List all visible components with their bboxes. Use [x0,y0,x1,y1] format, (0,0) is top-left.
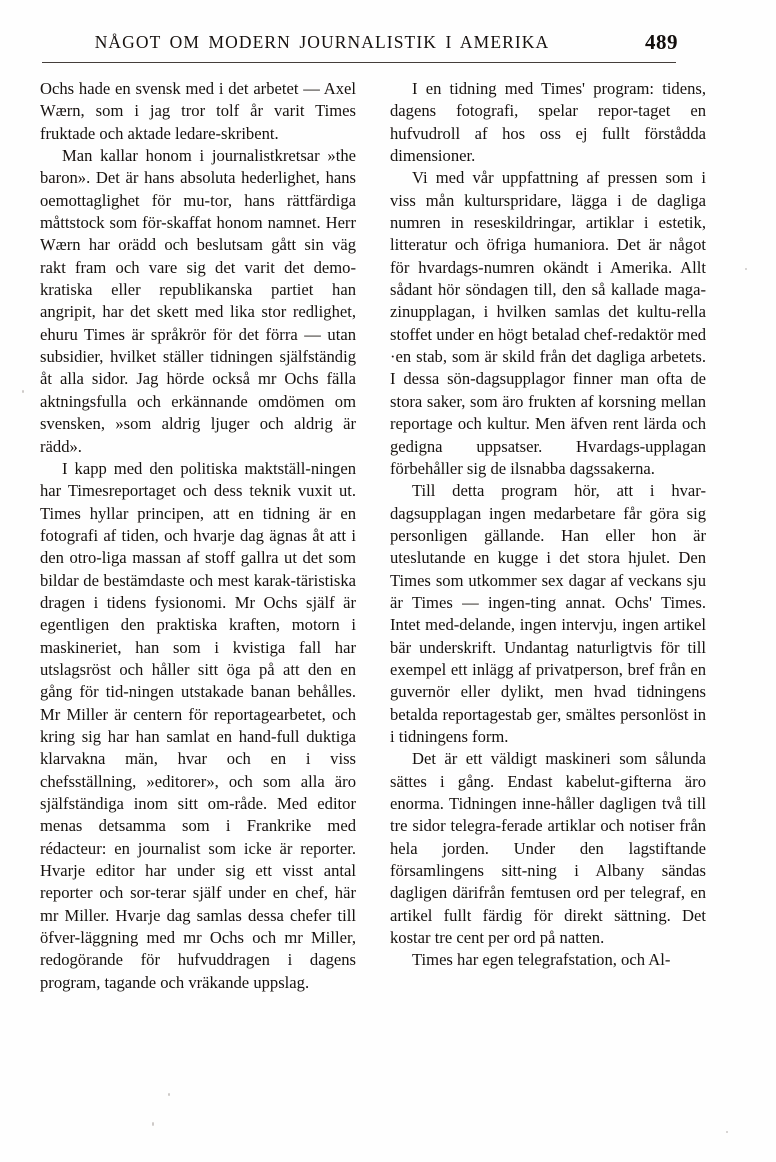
paragraph: Det är ett väldigt maskineri som sålunda sättes i gång. Endast kabelut-gifterna äro enorma. Tidningen inne-håller dagligen två till tre sidor telegra-ferade artiklar och notiser från hela jorden. Under den lagstiftande församlingens sitt-ning i Albany sändas dagligen därifrån femtusen ord per telegraf, en artikel fullt färdig för direkt sättning. Det kostar tre cent per ord på natten. [390,749,706,948]
scan-speck [168,1093,170,1096]
column-right [390,78,706,994]
body-columns [40,78,736,994]
scan-speck [22,390,24,393]
paragraph: Vi med vår uppfattning af pressen som i viss mån kulturspridare, lägga i de dagliga numren in reseskildringar, artiklar i estetik, litteratur och öfriga humaniora. Det är något för hvardags-numren okändt i Amerika. Allt sådant hör söndagen till, den så kallade maga-zinupplagan, i hvilken samlas det kultu-rella stoffet under en högt betalad chef-redaktör med ·en stab, som är skild från det dagliga arbetets. I dessa sön-dagsupplagor finner man ofta de stora saker, som äro frukten af korsning mellan reportage och kultur. Men äfven rent lärda och gedigna uppsatser. Hvardags-upplagan förbehåller sig de ilsnabba dagssakerna. [390,168,706,478]
running-head [42,32,678,60]
running-head-title: NÅGOT OM MODERN JOURNALISTIK I AMERIKA [94,32,550,52]
paragraph: Man kallar honom i journalistkretsar »the baron». Det är hans absoluta hederlighet, hans oemottaglighet för mu-tor, hans rättfärdiga måttstock som för-skaffat honom namnet. Herr Wærn har orädd och beslutsam gått sin väg rakt fram och vare sig det varit det demo-kratiska eller republikanska partiet han angripit, har det skett med lika stor redlighet, ehuru Times är språkrör för det förra — utan subsidier, hvilket ställer tidningen själfständig åt alla sidor. Jag hörde också mr Ochs fälla aktningsfulla och erkännande omdömen om svensken, »som aldrig ljuger och aldrig är rädd». [40,146,356,456]
page-number: 489 [645,30,678,54]
scan-speck [726,1131,728,1133]
paragraph: Till detta program hör, att i hvar-dagsupplagan ingen medarbetare får göra sig personligen gällande. Han eller hon är uteslutande en kugge i det stora hjulet. Den Times som utkommer sex dagar af veckans sju är Times — ingen-ting annat. Ochs' Times. Intet med-delande, ingen intervju, ingen artikel bär underskrift. Undantag naturligtvis för till exempel ett inlägg af privatperson, bref från en guvernör eller dylikt, men hvad tidningens betalda reportagestab ger, smältes personlöst in i tidningens form. [390,481,706,746]
scan-speck [152,1122,154,1126]
header-rule [42,62,676,63]
paragraph: I en tidning med Times' program: tidens, dagens fotografi, spelar repor-taget en hufvudroll af hos oss ej fullt förstådda dimensioner. [390,79,706,166]
paragraph: Times har egen telegrafstation, och Al- [412,950,671,970]
paragraph: I kapp med den politiska maktställ-ningen har Timesreportaget och dess teknik vuxit ut. Times hyllar principen, att en tidning är en fotografi af tiden, och hvarje dag ägnas åt att i den otro-liga massan af stoff gallra ut det som bildar de bestämdaste och mest karak-täristiska dragen i tidens fysionomi. Mr Ochs själf är egentligen den praktiska kraften, motorn i maskineriet, han som i kvistiga fall har utslagsröst och håller sitt öga på att den en gång för tid-ningen utstakade banan behålles. Mr Miller är centern för reportagearbetet, och kring sig har han samlat en hand-full duktiga klarvakna män, hvar och en i viss chefsställning, »editorer», och som alla äro själfständiga inom sitt om-råde. Med editor menas detsamma som i Frankrike med rédacteur: en journalist som icke är reporter. Hvarje editor har under sig ett visst antal reporter och sor-terar själf under en chef, här mr Miller. Hvarje dag samlas dessa chefer till öfver-läggning med mr Ochs och mr Miller, redogörande för hufvuddragen i dagens program, tagande och vräkande uppslag. [40,458,356,992]
scan-speck [745,268,747,270]
column-left [40,78,356,994]
paragraph: Ochs hade en svensk med i det arbetet — Axel Wærn, som i jag tror tolf år varit Times fruktade och aktade ledare-skribent. [40,79,356,143]
